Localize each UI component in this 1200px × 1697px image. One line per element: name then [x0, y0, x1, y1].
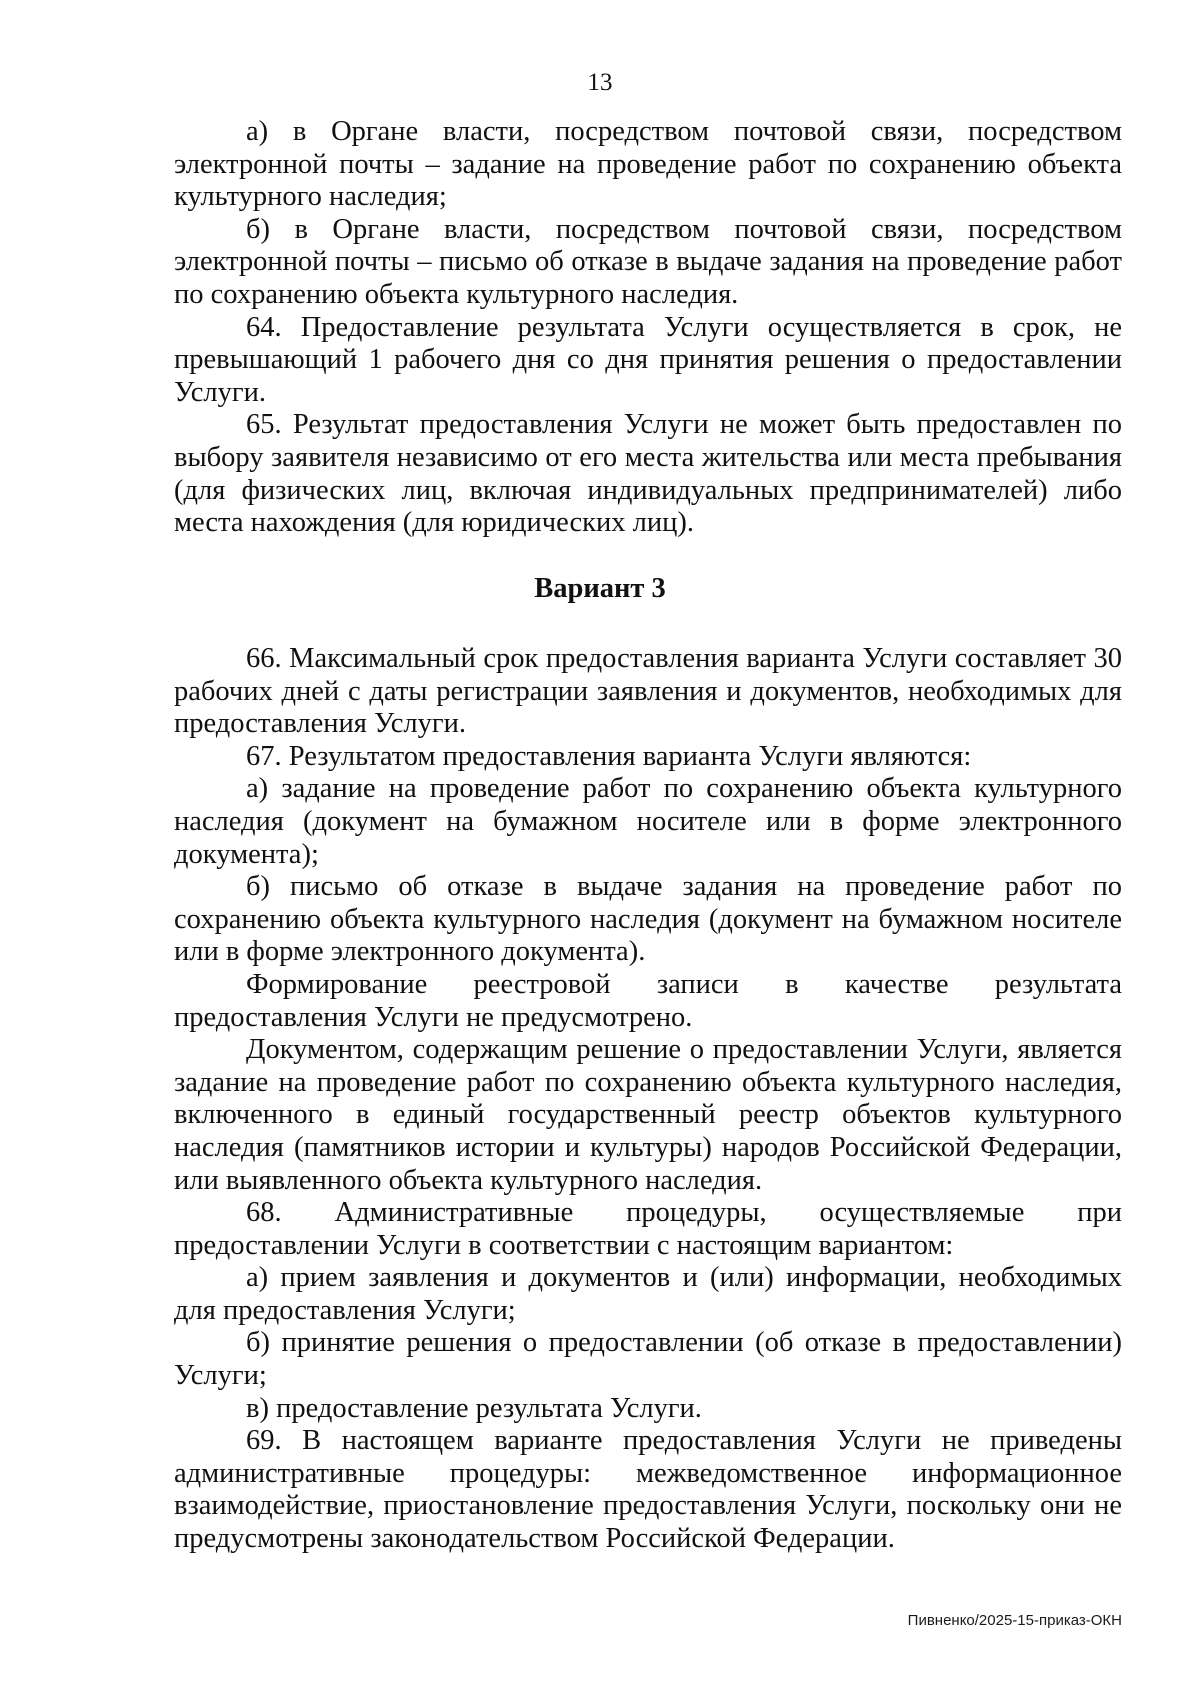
paragraph-68: 68. Административные процедуры, осуществляемые при предоставлении Услуги в соответствии с настоящим вариантом:	[174, 1197, 1122, 1261]
paragraph-68b: б) принятие решения о предоставлении (об отказе в предоставлении) Услуги;	[174, 1327, 1122, 1392]
paragraph-63b: б) в Органе власти, посредством почтовой связи, посредством электронной почты – письмо об отказе в выдаче задания на проведение работ по сохранению объекта культурного наследия.	[174, 213, 1122, 310]
paragraph-67: 67. Результатом предоставления варианта Услуги являются:	[246, 740, 972, 772]
page-number: 13	[587, 69, 613, 96]
paragraph-68c: в) предоставление результата Услуги.	[246, 1392, 702, 1424]
paragraph-69: 69. В настоящем варианте предоставления Услуги не приведены административные процедуры: межведомственное информационное взаимодействие, приостановление предоставления Услуги, поскольку они не предусмотрены законодательством Российской Федерации.	[174, 1425, 1122, 1555]
section-heading: Вариант 3	[534, 573, 666, 604]
paragraph-64: 64. Предоставление результата Услуги осуществляется в срок, не превышающий 1 рабочего дня со дня принятия решения о предоставлении Услуги.	[174, 311, 1122, 408]
paragraph-67b: б) письмо об отказе в выдаче задания на проведение работ по сохранению объекта культурного наследия (документ на бумажном носителе или в форме электронного документа).	[174, 871, 1122, 968]
section-one	[174, 116, 1122, 540]
document-footer-reference: Пивненко/2025-15-приказ-ОКН	[907, 1612, 1122, 1629]
section-two	[174, 643, 1122, 1556]
paragraph-63a: а) в Органе власти, посредством почтовой связи, посредством электронной почты – задание на проведение работ по сохранению объекта культурного наследия;	[174, 116, 1122, 213]
paragraph-65: 65. Результат предоставления Услуги не может быть предоставлен по выбору заявителя независимо от его места жительства или места пребывания (для физических лиц, включая индивидуальных предпринимателей) либо места нахождения (для юридических лиц).	[174, 409, 1122, 539]
paragraph-66: 66. Максимальный срок предоставления варианта Услуги составляет 30 рабочих дней с даты регистрации заявления и документов, необходимых для предоставления Услуги.	[174, 643, 1122, 740]
paragraph-67a: а) задание на проведение работ по сохранению объекта культурного наследия (документ на бумажном носителе или в форме электронного документа);	[174, 773, 1122, 870]
paragraph-68a: а) прием заявления и документов и (или) информации, необходимых для предоставления Услуги;	[174, 1262, 1122, 1326]
paragraph-decision-document: Документом, содержащим решение о предоставлении Услуги, является задание на проведение работ по сохранению объекта культурного наследия, включенного в единый государственный реестр объектов культурного наследия (памятников истории и культуры) народов Российской Федерации, или выявленного объекта культурного наследия.	[174, 1034, 1122, 1196]
paragraph-registry-note: Формирование реестровой записи в качестве результата предоставления Услуги не предусмотрено.	[174, 968, 1122, 1033]
